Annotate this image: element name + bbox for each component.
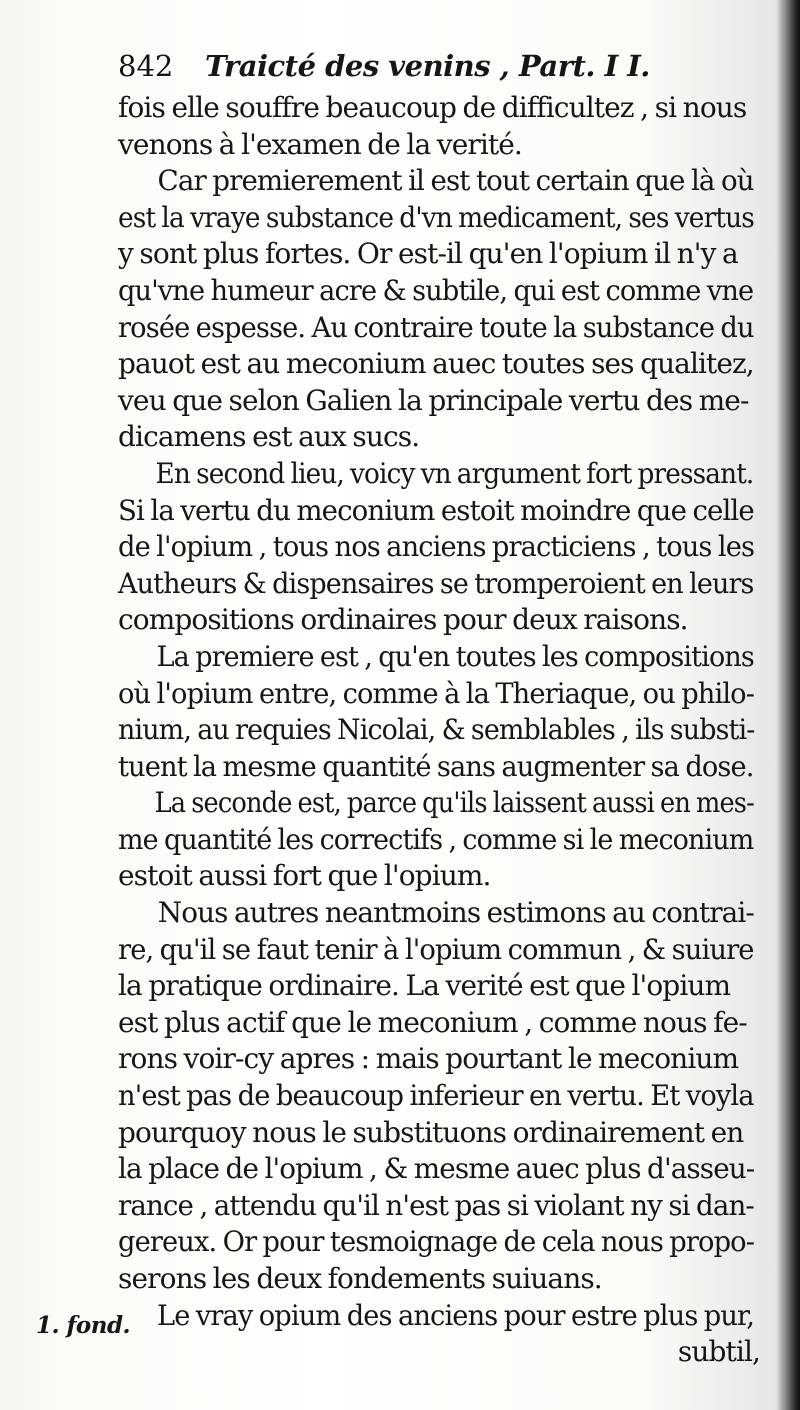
text-line: fois elle souffre beaucoup de difficultez , si nous — [118, 91, 747, 124]
text-line: compositions ordinaires pour deux raisons. — [118, 603, 688, 637]
text-line: Si la vertu du meconium estoit moindre que celle — [118, 493, 754, 527]
running-title: Traicté des venins , Part. I I. — [204, 49, 650, 83]
text-line: estoit aussi fort que l'opium. — [118, 859, 491, 893]
text-line: Nous autres neantmoins estimons au contrai- — [157, 896, 754, 930]
running-header — [118, 42, 760, 90]
text-line: la pratique ordinaire. La verité est que l'opium — [118, 969, 731, 1003]
text-line: Le vray opium des anciens pour estre plus pur, — [156, 1298, 755, 1332]
text-line: Autheurs & dispensaires se tromperoient en leurs — [118, 566, 754, 600]
text-line: n'est pas de beaucoup inferieur en vertu. Et voyla — [118, 1079, 754, 1113]
page-number: 842 — [118, 49, 174, 83]
text-line: serons les deux fondements suiuans. — [118, 1262, 602, 1295]
text-line: rosée espesse. Au contraire toute la substance du — [118, 310, 754, 344]
text-block — [118, 42, 760, 1371]
catchword: subtil, — [677, 1335, 760, 1369]
text-line: La premiere est , qu'en toutes les compositions — [156, 639, 754, 673]
margin-note: 1. fond. — [36, 1312, 131, 1339]
text-line: où l'opium entre, comme à la Theriaque, ou philo- — [118, 676, 755, 710]
text-line: qu'vne humeur acre & subtile, qui est comme vne — [118, 273, 754, 307]
text-line: La seconde est, parce qu'ils laissent aussi en mes- — [154, 786, 754, 820]
text-line: est plus actif que le meconium , comme nous fe- — [118, 1005, 747, 1039]
text-line: rons voir-cy apres : mais pourtant le meconium — [118, 1042, 739, 1076]
text-line: Car premierement il est tout certain que là où — [157, 164, 754, 198]
text-line: rance , attendu qu'il n'est pas si violant ny si dan- — [118, 1188, 754, 1222]
text-line: pauot est au meconium auec toutes ses qualitez, — [118, 347, 754, 381]
text-line: la place de l'opium , & mesme auec plus d'asseu- — [118, 1152, 755, 1186]
text-line: re, qu'il se faut tenir à l'opium commun , & suiure — [118, 932, 754, 966]
text-line: pourquoy nous le substituons ordinairement en — [118, 1115, 744, 1149]
text-line: venons à l'examen de la verité. — [118, 127, 522, 161]
text-line: est la vraye substance d'vn medicament, ses vertus — [118, 200, 755, 234]
text-line: dicamens est aux sucs. — [118, 420, 420, 454]
text-line: me quantité les correctifs , comme si le meconium — [118, 822, 754, 856]
text-line: veu que selon Galien la principale vertu des me- — [118, 383, 749, 417]
text-line: de l'opium , tous nos anciens practiciens , tous les — [118, 530, 755, 564]
text-line: gereux. Or pour tesmoignage de cela nous propo- — [118, 1225, 755, 1259]
text-line: En second lieu, voicy vn argument fort pressant. — [155, 456, 754, 490]
text-line: tuent la mesme quantité sans augmenter sa dose. — [118, 749, 754, 783]
text-line: y sont plus fortes. Or est-il qu'en l'opium il n'y a — [118, 237, 738, 271]
text-line: nium, au requies Nicolai, & semblables , ils substi- — [118, 713, 755, 747]
